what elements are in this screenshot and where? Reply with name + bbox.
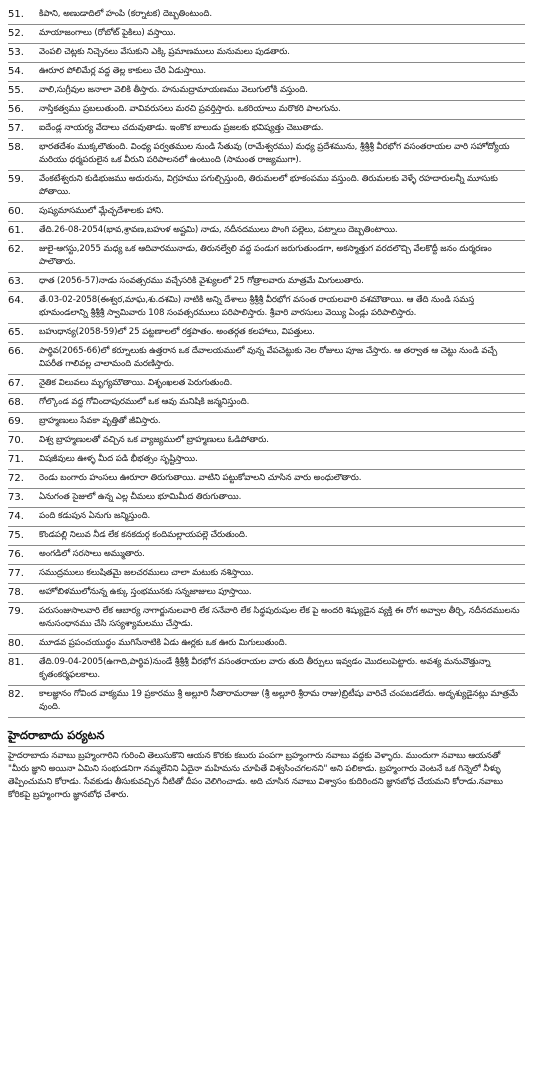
item-number: 52. (8, 28, 24, 39)
list-item (8, 394, 525, 413)
item-number: 70. (8, 435, 24, 446)
item-text: గోల్కొండ వద్ద గోవిందాపురములో ఒక ఆవు మనిషికి జన్మనిస్తుంది. (39, 397, 250, 407)
item-text: మాయాజంగాలు (రోబోట్ పైకిలు) వస్తాయి. (39, 28, 176, 38)
item-number: 73. (8, 492, 24, 503)
item-text: అంగడిలో సరసాలు అమ్ముతారు. (39, 549, 145, 559)
list-item (8, 203, 525, 222)
list-item (8, 451, 525, 470)
item-number: 65. (8, 327, 24, 338)
section-paragraph: హైదరాబాదు నవాబు బ్రహ్మంగారిని గురించి తెలుసుకొని ఆయన కొరకు కబురు పంపగా బ్రహ్మంగారు నవాబు వద్దకు వెళ్ళారు. ముందుగా నవాబు ఆయనతో "మీరు జ్ఞాని అయినా ఏమిని సంభుడనిగా నమ్మలేనిని ఏదైనా మహిమను చూపితే విశ్వసించగలనని" అని పలికాడు. బ్రహ్మంగారు వెంటనే ఒక గిన్నెలో నీళ్ళు తెప్పించుమని కోరాడు. సేవకుడు తీసుకువచ్చిన నీటితో దీపం వెలిగించాడు. అది చూసిన నవాబు విశ్వాసం కుదిరిందని జ్ఞానబోధ చేయమని కోరాడు.నవాబు కోరికపై బ్రహ్మంగారు జ్ఞానబోధ చేశారు. (8, 751, 503, 800)
item-number: 68. (8, 397, 24, 408)
list-item (8, 508, 525, 527)
item-text: బహుధాన్య(2058-59)లో 25 పట్టణాలలో రక్తపాతం. అంతర్గత కలహాలు, విపత్తులు. (39, 327, 315, 337)
item-number: 53. (8, 47, 24, 58)
item-text: వేంకటేశ్వరుని కుడిభుజము అదురును, విగ్రహము పగుల్చిస్తుంది, తిరుమలలో భూకంపము వస్తుంది. తిరుమలకు వెళ్ళే రహదారులన్నీ మూసుకు పోతాయి. (39, 174, 498, 197)
list-item (8, 6, 525, 25)
list-item (8, 292, 525, 324)
list-item (8, 489, 525, 508)
section-title: హైదరాబాదు పర్యటన (8, 728, 525, 747)
item-number: 67. (8, 378, 24, 389)
item-text: విశ్వ బ్రాహ్మణులతో వచ్చిన ఒక వ్యాజ్యములో బ్రాహ్మణులు ఓడిపోతారు. (39, 435, 269, 445)
list-item (8, 343, 525, 375)
item-number: 77. (8, 568, 24, 579)
list-item (8, 120, 525, 139)
list-item (8, 686, 525, 718)
item-number: 76. (8, 549, 24, 560)
item-text: రెండు బంగారు హంసలు ఊరూరా తిరుగుతాయి. వాటిని పట్టుకోవాలని చూసిన వారు అంధులౌతారు. (39, 473, 362, 483)
item-number: 82. (8, 689, 24, 700)
item-text: ఐదేండ్ల నాయర్య వేదాలు చదువుతాడు. ఇంకొక బాలుడు ప్రజలకు భవిష్యత్తు చెబుతాడు. (39, 123, 324, 133)
item-text: తేది.09-04-2005(ఉగాది,పార్థివ)నుండే శ్రీశ్రీశ్రీ వీరభోగ వసంతరాయల వారు తుది తీర్పులు ఇవ్వడం మొదలుపెట్టారు. అవశ్య మనువొత్తున్నా కృతంకర్మఫలకాలు. (39, 657, 491, 680)
list-item (8, 44, 525, 63)
item-text: ఏనుగంత సైజులో ఉన్న ఎల్ల చీమలు భూమిమీద తిరుగుతాయి. (39, 492, 242, 502)
item-text: ధాత (2056-57)నాడు సంవత్సరము వచ్చేసరికి వైశ్యులలో 25 గోత్రాలవారు మాత్రమే మిగులుతారు. (39, 276, 364, 286)
item-text: నాస్తికత్వము ప్రబలుతుంది. వావివరుసలు మరచి ప్రవర్తిస్తారు. ఒకరియాలు మరొకరి పాలగును. (39, 104, 341, 114)
list-item (8, 222, 525, 241)
list-item (8, 139, 525, 171)
item-text: పార్థివ(2065-66)లో కర్నూలుకు ఉత్తరాన ఒక దేవాలయములో వున్న వేపచెట్టుకు నెల రోజులు పూజ చేస్తారు. ఆ తర్వాత ఆ చెట్టు నుండి వచ్చే విపరీత గాలివల్ల చాలామంది మరణిస్తారు. (39, 346, 498, 369)
item-text: జులై-ఆగస్టు,2055 మధ్య ఒక ఆదివారమునాడు, తిరునల్వేలి వద్ద పండుగ జరుగుతుండగా, అకస్మాత్తుగ వరదలొచ్చి వేలకొద్దీ జనం దుర్మరణం పాలౌతారు. (39, 244, 492, 267)
list-item (8, 324, 525, 343)
item-number: 61. (8, 225, 24, 236)
item-number: 80. (8, 638, 24, 649)
list-item (8, 635, 525, 654)
item-number: 75. (8, 530, 24, 541)
item-text: ఊరూర పోలిమేర్ల వద్ద తెల్ల కాకులు చేరి ఏడుస్తాయి. (39, 66, 206, 76)
item-number: 60. (8, 206, 24, 217)
list-item (8, 171, 525, 203)
item-text: కాలజ్ఞానం గోవింద వాక్యము 19 ప్రకారము శ్రీ అల్లూరి సీతారామరాజు (శ్రీ అల్లూరి శ్రీరామ రాజు)బ్రిటీషు వారిచే చంపబడలేదు. అదృశ్యుడైనట్లు మాత్రమే వుంది. (39, 689, 518, 712)
list-item (8, 25, 525, 44)
item-number: 56. (8, 104, 24, 115)
list-item (8, 413, 525, 432)
item-number: 55. (8, 85, 24, 96)
item-text: కొండపల్లి నిలువ నీడ లేక కనకదుర్గ కందిమల్లాయపల్లె చేరుతుంది. (39, 530, 248, 540)
list-item (8, 527, 525, 546)
item-number: 78. (8, 587, 24, 598)
list-item (8, 63, 525, 82)
item-text: తేది.26-08-2054(భావ,శ్రావణ,బహుళ అష్టమి) నాడు, నదీనదములు పొంగి పల్లెలు, పట్నాలు దెబ్బతింటాయి. (39, 225, 398, 235)
list-item (8, 565, 525, 584)
item-number: 69. (8, 416, 24, 427)
item-number: 62. (8, 244, 24, 255)
item-number: 57. (8, 123, 24, 134)
item-text: బ్రాహ్మణులు సేవకా వృత్తితో జీవిస్తారు. (39, 416, 161, 426)
item-text: భారతదేశం ముక్కలౌతుంది. వింధ్య పర్వతముల నుండి సేతువు (రామేశ్వరము) మధ్య ప్రదేశమును, శ్రీశ్రీశ్రీ వీరభోగ వసంతరాయల వారి సహోద్యోయ మరియు ధర్మపరులైన ఒక వీరుని పరిపాలనలో ఉంటుంది (సామంత రాజ్యముగా). (39, 142, 510, 165)
item-number: 72. (8, 473, 24, 484)
item-text: కిపాని, అణుడాదిలో హంపి (కర్నాటక) దెబ్బతింటుంది. (39, 9, 212, 19)
list-item (8, 101, 525, 120)
prediction-list (8, 6, 525, 718)
item-text: పుష్యమాసములో మ్లేచ్ఛదేశాలకు హాని. (39, 206, 164, 216)
list-item (8, 546, 525, 565)
list-item (8, 82, 525, 101)
item-text: నైతిక విలువలు మృగ్యమౌతాయి. విశృంఖలత పెరుగుతుంది. (39, 378, 233, 388)
list-item (8, 654, 525, 686)
item-number: 51. (8, 9, 24, 20)
item-text: వెంపలి చెట్లకు నిచ్చెనలు వేసుకుని ఎక్కి ప్రమాణములు మనుమలు పుడతారు. (39, 47, 290, 57)
item-text: మూడవ ప్రపంచయుద్ధం ముగిసేనాటికి ఏడు ఊర్లకు ఒక ఊరు మిగులుతుంది. (39, 638, 288, 648)
item-number: 63. (8, 276, 24, 287)
list-item (8, 470, 525, 489)
item-number: 71. (8, 454, 24, 465)
item-number: 54. (8, 66, 24, 77)
list-item (8, 432, 525, 451)
item-text: అహోబిళములోనున్న ఉక్కు స్తంభమునకు సన్నజాజులు పూస్తాయి. (39, 587, 252, 597)
item-number: 74. (8, 511, 24, 522)
item-number: 79. (8, 606, 24, 617)
item-text: తే.03-02-2058(ఈశ్వర,మాఘ,శు.దశమి) నాటికి అన్ని దేశాలు శ్రీశ్రీశ్రీ వీరభోగ వసంత రాయలవారి వశమౌతాయి. ఆ తేది నుండి సమస్త భూమండలాన్ని శ్రీశ్రీశ్రీ స్వామివారు 108 సంవత్సరములు పరిపాలిస్తారు. శ్రీవారి వారసులు వెయ్యి ఏండ్లు పరిపాలిస్తారు. (39, 295, 475, 318)
item-number: 59. (8, 174, 24, 185)
item-number: 66. (8, 346, 24, 357)
item-number: 64. (8, 295, 24, 306)
item-number: 58. (8, 142, 24, 153)
item-text: సముద్రములు కలుషితమై జలచరములు చాలా మటుకు నశిస్తాయి. (39, 568, 254, 578)
list-item (8, 603, 525, 635)
item-text: పరుసంజుసాలవారి లేక ఆబార్య నాగార్జునులవారి లేక సనేవారి లేక సిద్ధపురుషుల లేక పై అందరి శిష్యుడైన వ్యక్తి ఈ రోగ అవ్వాల తీర్చి, నదీనదములను అనుసంధానము చేసి సస్యశ్యామలము చేస్తాడు. (39, 606, 520, 629)
item-number: 81. (8, 657, 24, 668)
list-item (8, 584, 525, 603)
list-item (8, 241, 525, 273)
list-item (8, 375, 525, 394)
list-item (8, 273, 525, 292)
item-text: విషజీవులు ఊళ్ళ మీద పడి భీభత్సం సృష్టిస్తాయి. (39, 454, 198, 464)
item-text: వాలి,సుగ్రీవుల జనాలా వెలికి తీస్తారు. హనుమద్రామాయణము వెలుగులోకి వస్తుంది. (39, 85, 308, 95)
item-text: పంది కడుపున ఏనుగు జన్మిస్తుంది. (39, 511, 151, 521)
